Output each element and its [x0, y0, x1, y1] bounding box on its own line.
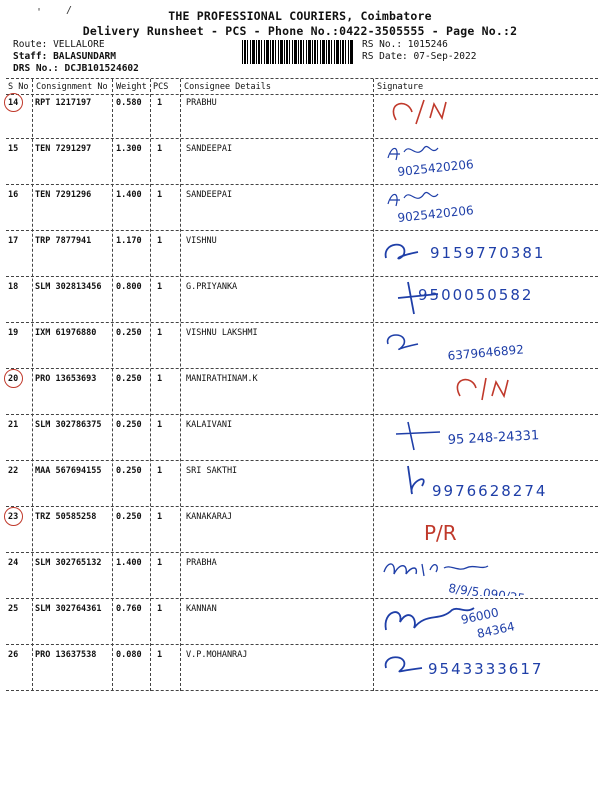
- row-consignment-no: SLM 302764361: [35, 604, 102, 614]
- row-signature: [378, 228, 598, 274]
- row-consignment-no: SLM 302813456: [35, 282, 102, 292]
- serial-circle-mark: [4, 93, 23, 112]
- row-sno: 17: [8, 236, 19, 246]
- route-line: [13, 39, 105, 50]
- rs-no-value: 1015246: [407, 39, 448, 50]
- drs-label: DRS No.:: [13, 63, 59, 74]
- row-consignee: MANIRATHINAM.K: [186, 374, 258, 384]
- row-consignment-no: MAA 567694155: [35, 466, 102, 476]
- row-sno: 16: [8, 190, 19, 200]
- row-divider: [6, 690, 598, 691]
- row-consignee: KALAIVANI: [186, 420, 233, 430]
- row-signature: [378, 642, 598, 688]
- col-head-pcs: PCS: [153, 82, 169, 92]
- serial-circle-mark: [4, 369, 23, 388]
- row-pcs: 1: [157, 328, 163, 338]
- row-consignee: SANDEEPAI: [186, 190, 233, 200]
- svg-text:9159770381: 9159770381: [430, 244, 546, 262]
- row-weight: 0.580: [116, 98, 142, 108]
- row-pcs: 1: [157, 98, 163, 108]
- row-weight: 0.760: [116, 604, 142, 614]
- row-consignee: SANDEEPAI: [186, 144, 233, 154]
- row-signature: [378, 274, 598, 320]
- row-consignment-no: PRO 13637538: [35, 650, 97, 660]
- row-consignment-no: IXM 61976880: [35, 328, 97, 338]
- row-signature: [378, 412, 598, 458]
- row-signature: [378, 550, 598, 596]
- scan-speck: /: [66, 5, 73, 16]
- document-title: THE PROFESSIONAL COURIERS, Coimbatore: [168, 9, 432, 23]
- row-signature: [378, 182, 598, 228]
- row-consignee: V.P.MOHANRAJ: [186, 650, 248, 660]
- row-consignment-no: SLM 302765132: [35, 558, 102, 568]
- row-pcs: 1: [157, 144, 163, 154]
- svg-text:96000: 96000: [459, 605, 500, 627]
- drs-line: [13, 63, 139, 74]
- row-signature: [378, 458, 598, 504]
- row-consignment-no: PRO 13653693: [35, 374, 97, 384]
- row-signature: [378, 90, 598, 136]
- document-subtitle: Delivery Runsheet - PCS - Phone No.:0422-3505555 - Page No.:2: [82, 24, 518, 38]
- row-weight: 1.170: [116, 236, 142, 246]
- row-sno: 24: [8, 558, 19, 568]
- row-weight: 1.300: [116, 144, 142, 154]
- staff-label: Staff:: [13, 51, 48, 62]
- row-consignment-no: TRZ 50585258: [35, 512, 97, 522]
- row-consignment-no: TEN 7291296: [35, 190, 92, 200]
- row-pcs: 1: [157, 558, 163, 568]
- serial-circle-mark: [4, 507, 23, 526]
- column-divider: [32, 79, 33, 691]
- row-sno: 22: [8, 466, 19, 476]
- row-pcs: 1: [157, 282, 163, 292]
- row-weight: 0.250: [116, 466, 142, 476]
- row-weight: 0.250: [116, 374, 142, 384]
- row-signature: [378, 320, 598, 366]
- row-signature: [378, 136, 598, 182]
- row-signature: [378, 504, 598, 550]
- row-consignee: KANAKARAJ: [186, 512, 233, 522]
- col-head-weight: Weight: [116, 82, 147, 92]
- row-consignment-no: SLM 302786375: [35, 420, 102, 430]
- row-weight: 0.250: [116, 420, 142, 430]
- row-signature: [378, 596, 598, 642]
- row-sno: 25: [8, 604, 19, 614]
- svg-text:95 248-24331: 95 248-24331: [447, 428, 540, 448]
- row-pcs: 1: [157, 512, 163, 522]
- row-sno: 18: [8, 282, 19, 292]
- svg-text:9543333617: 9543333617: [428, 660, 544, 678]
- row-pcs: 1: [157, 236, 163, 246]
- row-weight: 0.080: [116, 650, 142, 660]
- row-consignee: KANNAN: [186, 604, 217, 614]
- row-consignee: VISHNU LAKSHMI: [186, 328, 258, 338]
- col-head-signature: Signature: [377, 82, 424, 92]
- row-pcs: 1: [157, 650, 163, 660]
- barcode: [242, 40, 354, 64]
- rs-date-label: RS Date:: [362, 51, 408, 62]
- svg-text:P/R: P/R: [424, 521, 457, 545]
- drs-value: DCJB101524602: [64, 63, 139, 74]
- row-sno: 21: [8, 420, 19, 430]
- row-pcs: 1: [157, 466, 163, 476]
- row-weight: 0.250: [116, 512, 142, 522]
- svg-text:8/9/5,090/25: 8/9/5,090/25: [447, 581, 526, 596]
- row-consignee: SRI SAKTHI: [186, 466, 238, 476]
- row-consignment-no: TEN 7291297: [35, 144, 92, 154]
- row-weight: 1.400: [116, 190, 142, 200]
- table-top-rule: [6, 78, 598, 79]
- column-divider: [180, 79, 181, 691]
- col-head-consignee: Consignee Details: [184, 82, 271, 92]
- row-weight: 0.250: [116, 328, 142, 338]
- rs-no-label: RS No.:: [362, 39, 403, 50]
- column-divider: [373, 79, 374, 691]
- row-consignee: PRABHU: [186, 98, 217, 108]
- svg-text:9500050582: 9500050582: [418, 286, 534, 304]
- col-head-consignment: Consignment No: [36, 82, 108, 92]
- col-head-sno: S No: [8, 82, 29, 92]
- row-pcs: 1: [157, 190, 163, 200]
- staff-value: BALASUNDARM: [53, 51, 116, 62]
- svg-text:9025420206: 9025420206: [396, 203, 475, 225]
- row-consignee: G.PRIYANKA: [186, 282, 238, 292]
- scan-speck: ': [36, 7, 43, 18]
- row-pcs: 1: [157, 374, 163, 384]
- row-consignee: VISHNU: [186, 236, 217, 246]
- svg-text:6379646892: 6379646892: [447, 342, 525, 363]
- row-sno: 23: [8, 512, 19, 522]
- row-consignment-no: RPT 1217197: [35, 98, 92, 108]
- row-consignment-no: TRP 7877941: [35, 236, 92, 246]
- svg-text:84364: 84364: [475, 619, 516, 641]
- rs-no-line: [362, 39, 448, 50]
- row-pcs: 1: [157, 420, 163, 430]
- row-sno: 19: [8, 328, 19, 338]
- route-value: VELLALORE: [53, 39, 105, 50]
- row-weight: 0.800: [116, 282, 142, 292]
- row-weight: 1.400: [116, 558, 142, 568]
- staff-line: [13, 51, 116, 62]
- column-divider: [112, 79, 113, 691]
- svg-text:9976628274: 9976628274: [432, 482, 548, 500]
- row-sno: 26: [8, 650, 19, 660]
- rs-date-value: 07-Sep-2022: [413, 51, 477, 62]
- row-signature: [378, 366, 598, 412]
- column-divider: [150, 79, 151, 691]
- row-sno: 14: [8, 98, 19, 108]
- row-sno: 15: [8, 144, 19, 154]
- svg-text:9025420206: 9025420206: [396, 157, 475, 179]
- row-sno: 20: [8, 374, 19, 384]
- row-consignee: PRABHA: [186, 558, 217, 568]
- rs-date-line: [362, 51, 476, 62]
- route-label: Route:: [13, 39, 48, 50]
- row-pcs: 1: [157, 604, 163, 614]
